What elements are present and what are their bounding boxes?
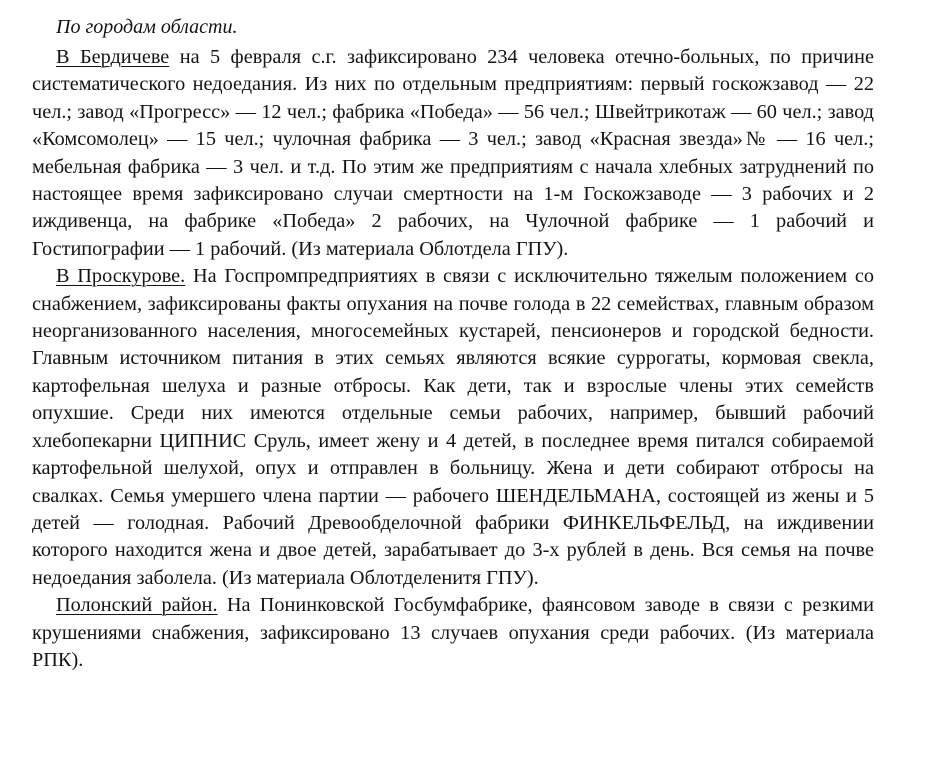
paragraph-polonsky (32, 592, 874, 674)
paragraph-proskurov (32, 263, 874, 592)
paragraph-text-proskurov: На Госпромпредприятиях в связи с исключительно тяжелым положением со снабжением, зафиксированы факты опухания на почве голода в 22 семействах, главным образом неорганизованного населения, многосемейных кустарей, пенсионеров и городской бедности. Главным источником питания в этих семьях являются всякие суррогаты, кормовая свекла, картофельная шелуха и разные отбросы. Как дети, так и взрослые члены этих семейств опухшие. Среди них имеются отдельные семьи рабочих, например, бывший рабочий хлебопекарни ЦИПНИС Сруль, имеет жену и 4 детей, в последнее время питался собираемой картофельной шелухой, опух и отправлен в больницу. Жена и дети собирают отбросы на свалках. Семья умершего члена партии — рабочего ШЕНДЕЛЬМАНА, состоящей из жены и 5 детей — голодная. Рабочий Древообделочной фабрики ФИНКЕЛЬФЕЛЬД, на иждивении которого находится жена и двое детей, зарабатывает до 3-х рублей в день. Вся семья на почве недоедания заболела. (Из материала Облотделенитя ГПУ). (32, 265, 874, 589)
paragraph-text-berdichev: на 5 февраля с.г. зафиксировано 234 человека отечно-больных, по причине систематического недоедания. Из них по отдельным предприятиям: первый госкожзавод — 22 чел.; завод «Прогресс» — 12 чел.; фабрика «Победа» — 56 чел.; Швейтрикотаж — 60 чел.; завод «Комсомолец» — 15 чел.; чулочная фабрика — 3 чел.; завод «Красная звезда»№ — 16 чел.; мебельная фабрика — 3 чел. и т.д. По этим же предприятиям с начала хлебных затруднений по настоящее время зафиксировано случаи смертности на 1-м Госкожзаводе — 3 рабочих и 2 иждивенца, на фабрике «Победа» 2 рабочих, на Чулочной фабрике — 1 рабочий и Гостипографии — 1 рабочий. (Из материала Облотдела ГПУ). (32, 46, 875, 260)
paragraph-lead-polonsky: Полонский район. (56, 594, 218, 617)
paragraph-lead-berdichev: В Бердичеве (56, 46, 170, 68)
paragraph-lead-proskurov: В Проскурове. (56, 265, 186, 288)
paragraph-berdichev (32, 44, 874, 263)
section-heading: По городам области. (56, 16, 238, 38)
paragraph-text-polonsky: На Понинковской Госбумфабрике, фаянсовом заводе в связи с резкими крушениями снабжения, зафиксировано 13 случаев опухания среди рабочих. (Из материала РПК). (32, 594, 874, 671)
